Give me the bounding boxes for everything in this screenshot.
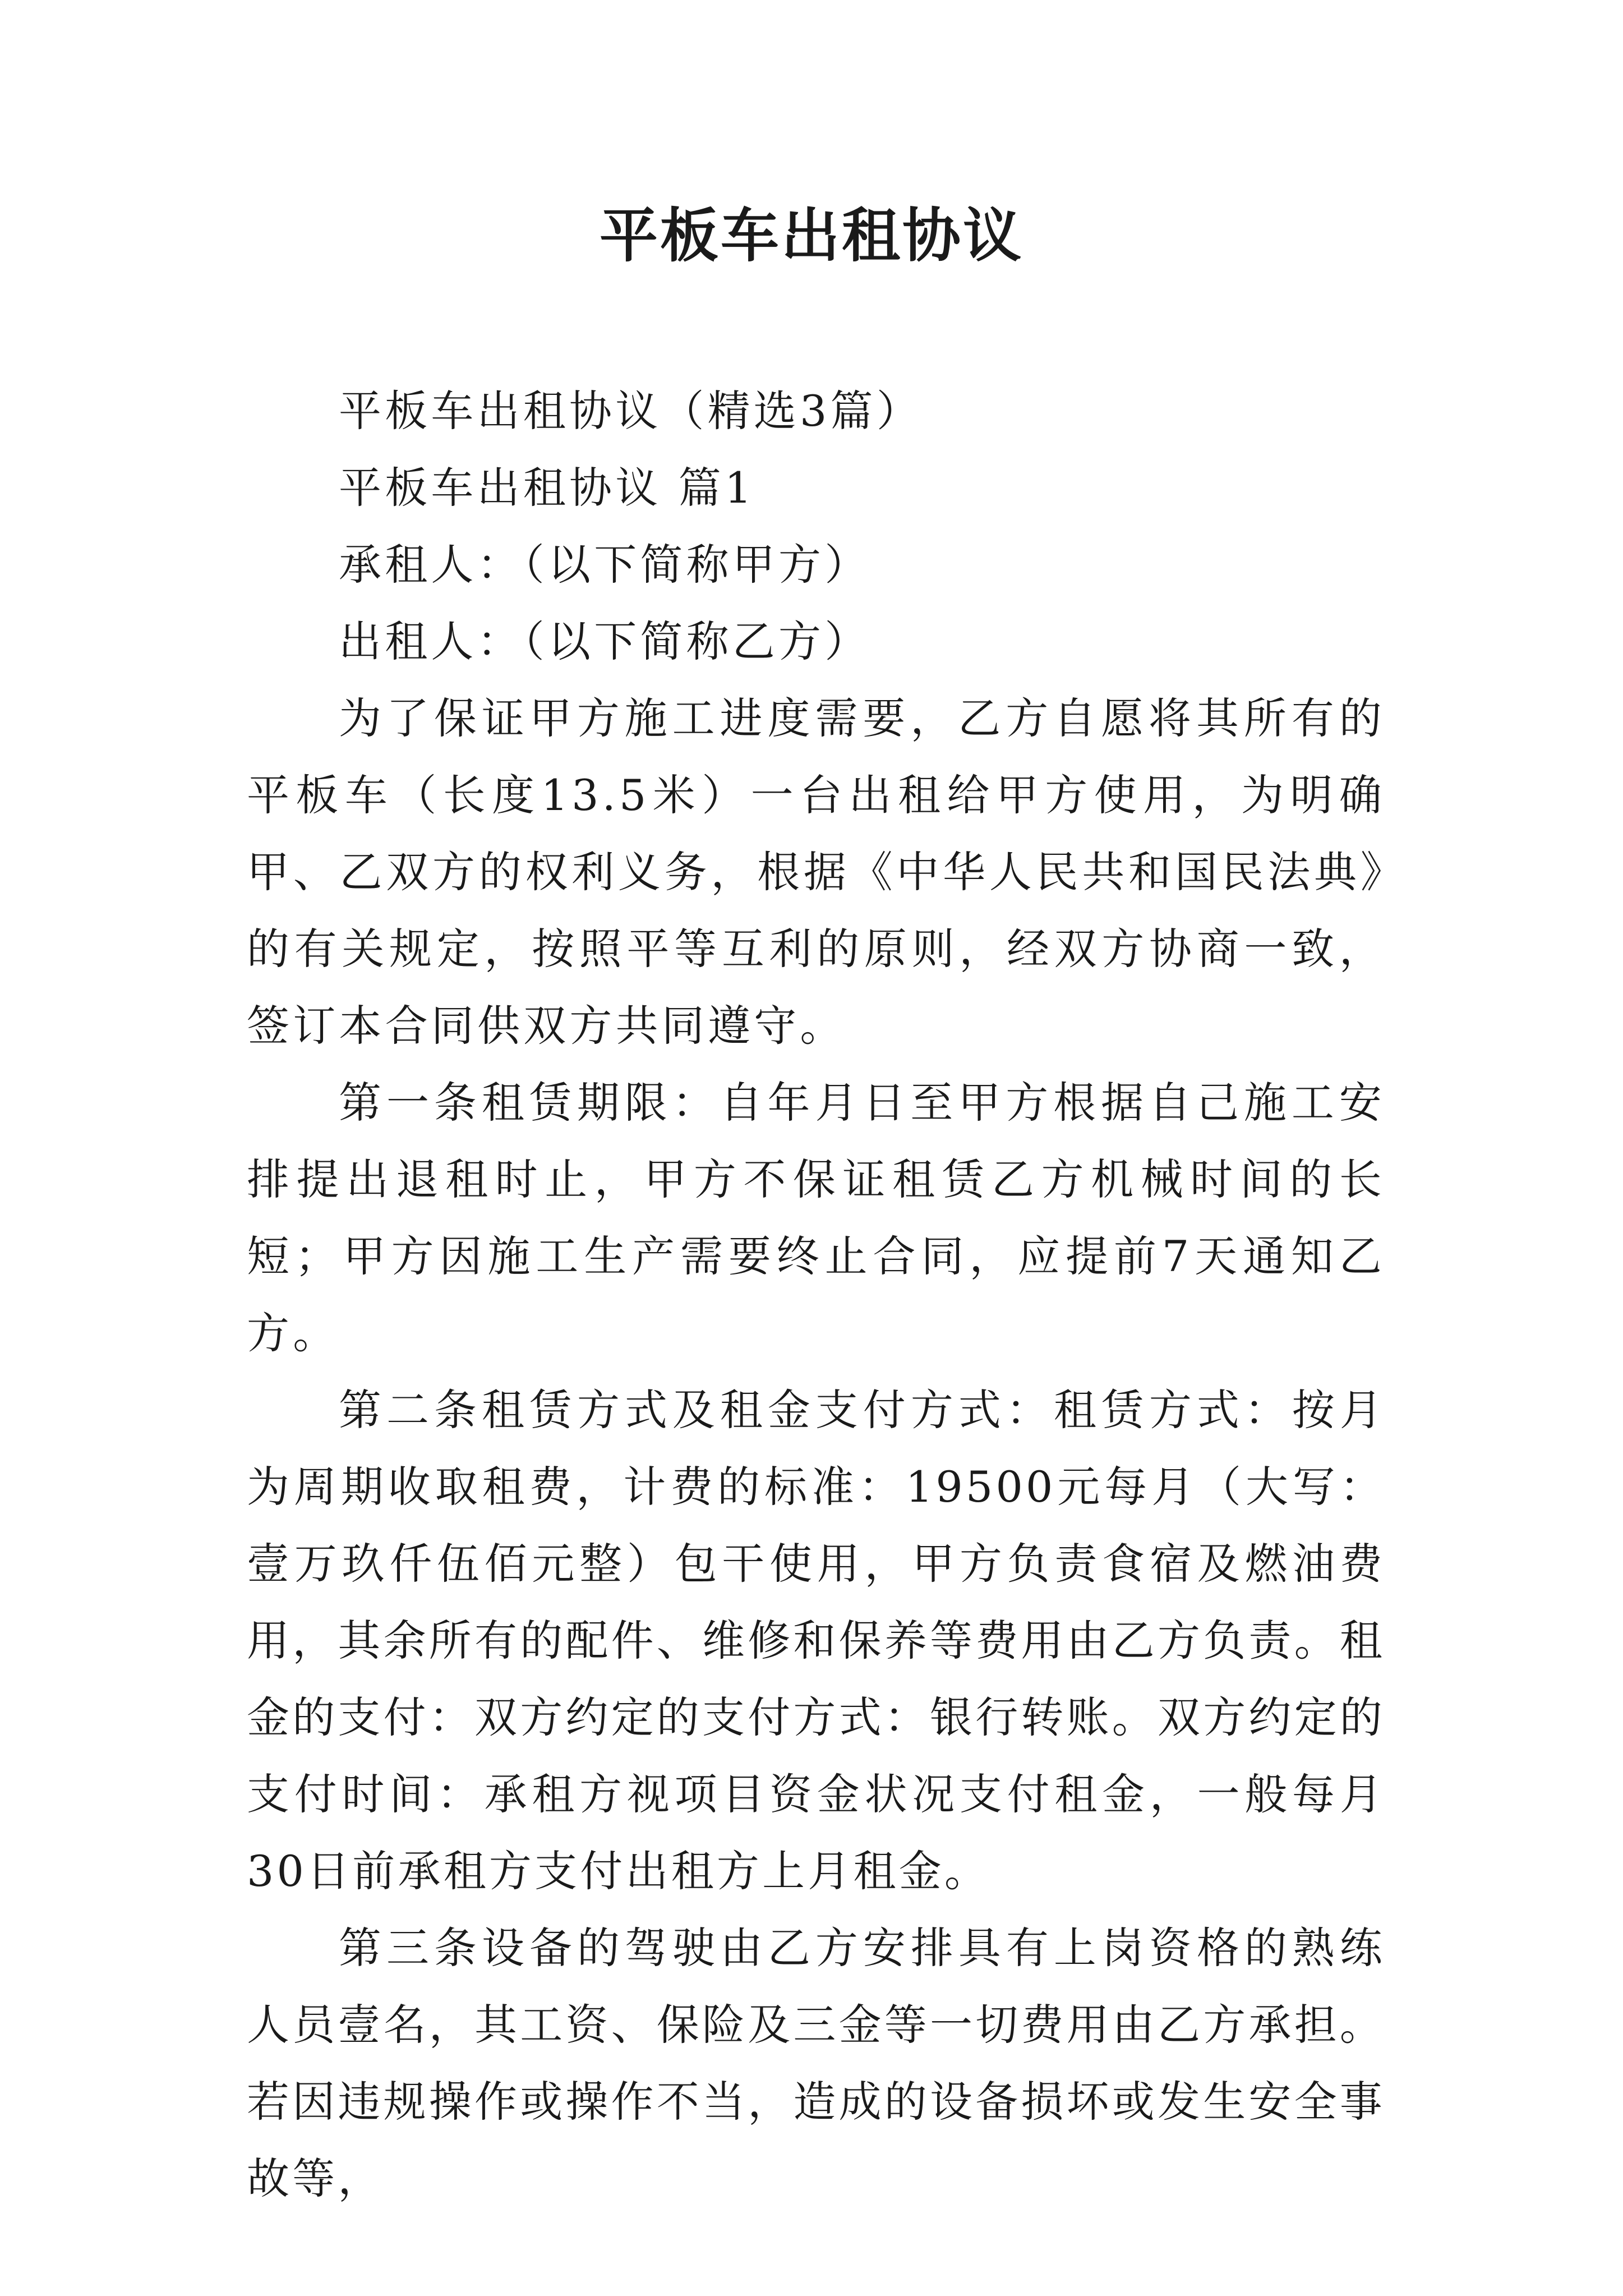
paragraph-article-3: 第三条设备的驾驶由乙方安排具有上岗资格的熟练人员壹名，其工资、保险及三金等一切费用由乙方承担。若因违规操作或操作不当，造成的设备损坏或发生安全事故等， (247, 1923, 1385, 2203)
paragraph-article-2: 第二条租赁方式及租金支付方式：租赁方式：按月为周期收取租费，计费的标准：19500元每月（大写：壹万玖仟伍佰元整）包干使用，甲方负责食宿及燃油费用，其余所有的配件、维修和保养等费用由乙方负责。租金的支付：双方约定的支付方式：银行转账。双方约定的支付时间：承租方视项目资金状况支付租金，一般每月30日前承租方支付出租方上月租金。 (247, 1385, 1385, 1896)
paragraph-section-heading: 平板车出租协议 篇1 (339, 463, 755, 513)
paragraph-lessee: 承租人：（以下简称甲方） (339, 540, 871, 590)
document-title: 平板车出租协议 (599, 201, 1023, 270)
paragraph-lessor: 出租人：（以下简称乙方） (339, 616, 871, 666)
paragraph-preamble: 为了保证甲方施工进度需要，乙方自愿将其所有的平板车（长度13.5米）一台出租给甲方使用，为明确甲、乙双方的权利义务，根据《中华人民共和国民法典》的有关规定，按照平等互利的原则，经双方协商一致，签订本合同供双方共同遵守。 (247, 693, 1385, 1051)
document-body (247, 372, 1385, 2217)
paragraph-article-1: 第一条租赁期限：自年月日至甲方根据自己施工安排提出退租时止，甲方不保证租赁乙方机械时间的长短；甲方因施工生产需要终止合同，应提前7天通知乙方。 (247, 1078, 1385, 1358)
paragraph-subtitle: 平板车出租协议（精选3篇） (339, 386, 923, 436)
